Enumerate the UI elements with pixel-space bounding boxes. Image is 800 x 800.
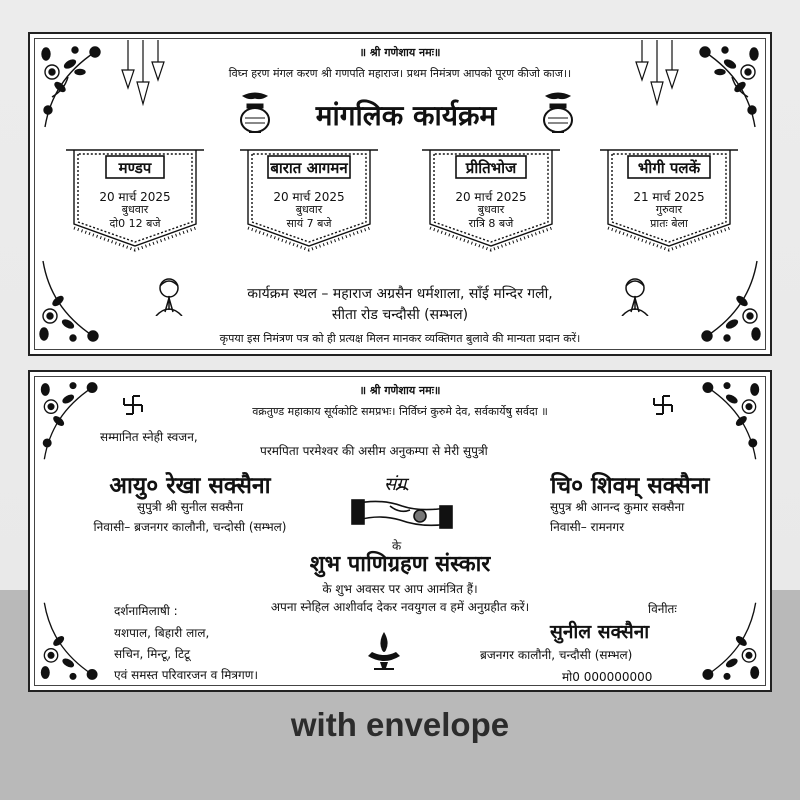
darshan-label: दर्शनामिलाषी : xyxy=(114,604,178,618)
greeting: सम्मानित स्नेही स्वजन, xyxy=(100,430,198,444)
venue-line-2: सीता रोड चन्दौसी (सम्भल) xyxy=(331,307,469,323)
groom-name: चि० शिवम् सक्सैना xyxy=(550,472,710,499)
groom-relation: सुपुत्र श्री आनन्द कुमार सक्सैना xyxy=(550,500,685,514)
sender-name: सुनील सक्सैना xyxy=(550,621,650,643)
darshan-line-1: यशपाल, बिहारी लाल, xyxy=(114,626,210,640)
bride-name: आयु० रेखा सक्सैना xyxy=(109,472,271,499)
event-date: 21 मार्च 2025 xyxy=(633,190,705,204)
venue-line-1: कार्यक्रम स्थल – महाराज अग्रसैन धर्मशाला, साँई मन्दिर गली, xyxy=(247,286,553,302)
envelope-caption: with envelope xyxy=(290,706,510,743)
kalash-left-icon xyxy=(235,92,275,136)
event-date: 20 मार्च 2025 xyxy=(455,190,527,204)
ke-text: के xyxy=(392,539,402,553)
event-banner-baraat xyxy=(240,144,378,256)
invite-line-2: अपना स्नेहिल आशीर्वाद देकर नवयुगल व हमें अनुग्रहीत करें। xyxy=(270,600,530,614)
sang-text: संग xyxy=(384,474,407,495)
event-card xyxy=(28,32,772,356)
event-time: रात्रि 8 बजे xyxy=(468,217,514,230)
event-banner-preetibhoj xyxy=(422,144,560,256)
bride-address: निवासी– ब्रजनगर कालौनी, चन्दोसी (सम्भल) xyxy=(93,520,287,534)
event-banner-mandap xyxy=(66,144,204,256)
event-name: मण्डप xyxy=(118,159,152,177)
event-name: प्रीतिभोज xyxy=(465,159,517,177)
invite-line-1: के शुभ अवसर पर आप आमंत्रित हैं। xyxy=(322,582,478,596)
vakratunda-shloka: वक्रतुण्ड महाकाय सूर्यकोटि समप्रभः। निर्विघ्नं कुरुमे देव, सर्वकार्येषु सर्वदा ॥ xyxy=(252,405,548,418)
kalash-right-icon xyxy=(538,92,578,136)
event-time: सायं 7 बजे xyxy=(286,217,332,230)
event-day: गुरुवार xyxy=(655,203,683,216)
floral-corner-bottom-right-icon xyxy=(692,598,762,684)
invitation-note: कृपया इस निमंत्रण पत्र को ही प्रत्यक्ष मिलन मानकर व्यक्तिगत बुलावे की मान्यता प्रदान करें। xyxy=(219,332,581,345)
ceremony-title: शुभ पाणिग्रहण संस्कार xyxy=(309,551,491,577)
event-name: भीगी पलकें xyxy=(637,159,701,177)
wedding-card xyxy=(28,370,772,692)
event-time: प्रातः बेला xyxy=(650,217,688,230)
darshan-line-2: सचिन, मिन्टू, टिटू xyxy=(114,647,191,661)
shri-ganeshay-heading: ॥ श्री गणेशाय नमः॥ xyxy=(359,384,441,397)
groom-address: निवासी– रामनगर xyxy=(550,520,625,534)
event-banner-bheegi-palken xyxy=(600,144,738,256)
darshan-line-3: एवं समस्त परिवारजन व मित्रगण। xyxy=(114,668,259,682)
bride-relation: सुपुत्री श्री सुनील सक्सैना xyxy=(136,500,244,514)
sender-mobile: मो0 000000000 xyxy=(562,670,653,684)
diya-lamp-icon xyxy=(364,630,404,670)
namaste-right-icon xyxy=(618,276,652,316)
event-date: 20 मार्च 2025 xyxy=(99,190,171,204)
ganpati-verse: विघ्न हरण मंगल करण श्री गणपति महाराज। प्रथम निमंत्रण आपको पूरण कीजो काज।। xyxy=(228,67,572,80)
vinit-label: विनीतः xyxy=(648,602,677,616)
mangalik-title: मांगलिक कार्यक्रम xyxy=(315,99,497,132)
event-day: बुधवार xyxy=(477,203,505,216)
intro-line: परमपिता परमेश्वर की असीम अनुकम्पा से मेरी सुपुत्री xyxy=(260,444,488,458)
sender-address: ब्रजनगर कालौनी, चन्दौसी (सम्भल) xyxy=(480,648,633,662)
shri-ganeshay-heading: ॥ श्री गणेशाय नमः॥ xyxy=(359,46,441,59)
event-name: बारात आगमन xyxy=(270,159,348,177)
event-date: 20 मार्च 2025 xyxy=(273,190,345,204)
event-time: दो0 12 बजे xyxy=(109,217,161,230)
floral-corner-bottom-left-icon xyxy=(38,598,108,684)
joined-hands-icon xyxy=(350,480,454,538)
event-day: बुधवार xyxy=(121,203,149,216)
event-day: बुधवार xyxy=(295,203,323,216)
